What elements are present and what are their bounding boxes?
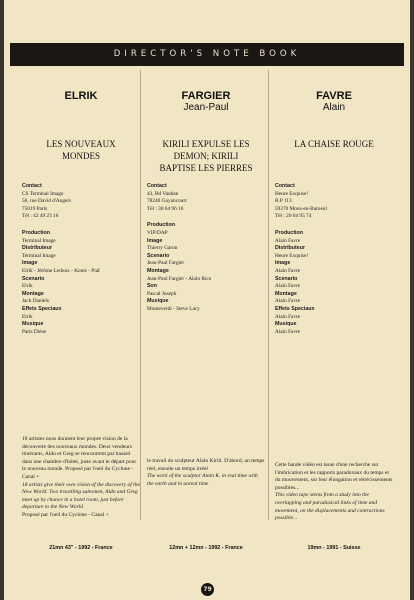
credit-value: Pascal Joseph xyxy=(147,290,177,297)
credit-value: Jean-Paul Fargier xyxy=(147,260,185,267)
credit-label: Musique xyxy=(147,298,169,305)
section-header: DIRECTOR'S NOTE BOOK xyxy=(10,43,404,66)
credit-value: Paris Dièse xyxy=(22,328,46,335)
catalogue-page xyxy=(4,0,410,600)
film-description xyxy=(147,458,265,488)
contact-line: B.P 113 xyxy=(275,198,292,205)
credits-block xyxy=(147,183,265,314)
credit-value: Jack Daniels xyxy=(22,298,49,305)
credit-value: Elrik xyxy=(22,313,33,320)
film-duration-year-country: 12mn + 12mn - 1992 - France xyxy=(169,545,243,551)
credit-label: Scenario xyxy=(22,275,45,282)
spacer xyxy=(147,213,265,222)
credit-value: Alain Favre xyxy=(275,313,301,320)
director-entry-elrik xyxy=(22,70,140,590)
credit-label: Image xyxy=(147,237,163,244)
description-french: Cette bande vidéo est issue d'une recherche sur l'imbrication et les rapports paradoxaux du temps et du mouvement, sur leur élongation et rétrécissements possibles... xyxy=(275,462,393,491)
film-duration-year-country: 21mn 43" - 1992 - France xyxy=(49,545,113,551)
contact-line: Tél : 42 49 23 16 xyxy=(22,213,59,220)
credit-value: Alain Favre xyxy=(275,328,301,335)
film-description xyxy=(22,436,140,520)
contact-line: 75019 Paris xyxy=(22,205,48,212)
contact-line: 56, rue David d'Angers xyxy=(22,198,72,205)
credit-label: Musique xyxy=(22,321,44,328)
description-english: This video tape stems from a study into the overlapping and paradoxical links of time and movement, on the displacements and contractions possible... xyxy=(275,492,385,522)
credit-label: Image xyxy=(22,260,38,267)
description-english: The work of the sculptor Alain K. in real time with the earth and in unreal time xyxy=(147,473,258,487)
credit-label: Image xyxy=(275,260,291,267)
film-title-line: LES NOUVEAUX xyxy=(46,139,116,149)
director-last-name: FARGIER xyxy=(181,90,231,102)
film-title xyxy=(275,138,393,150)
film-title xyxy=(22,138,140,162)
description-french: le travail du sculpteur Alain Kirili. D'abord, un temps réel, ensuite un temps irréel xyxy=(147,458,265,472)
director-entry-favre xyxy=(275,70,393,590)
contact-line: Tél : 20 04 95 74 xyxy=(275,213,312,220)
film-title-line: KIRILI EXPULSE LES xyxy=(162,139,250,149)
credit-value: VIP/DAP xyxy=(147,229,168,236)
credit-value: Elrik - Jérôme Ledoux - Kouts - Piaf xyxy=(22,267,100,274)
credit-value: Jean-Paul Fargier - Alain Rico xyxy=(147,275,212,282)
contact-line: 59370 Mons-en-Baroeul xyxy=(275,205,327,212)
description-english: 18 artists give their own vision of the discovery of the New World. Two travelling salesmen, Aldo and Greg meet up by chance in a hotel room, just before departure to the New World xyxy=(22,481,140,511)
credit-label: Scenario xyxy=(147,252,170,259)
credit-value: Heure Exquise! xyxy=(275,252,309,259)
credit-value: Terminal Image xyxy=(22,237,56,244)
description-french: 18 artistes nous donnent leur propre vision de la découverte des nouveaux mondes. Deux vendeurs itinérants, Aldo et Greg se rencontrent par hasard dans une chambre d'hôtel, juste avant le départ pour le nouveau monde. Proposé par l'oeil du Cyclone - Canal + xyxy=(22,436,137,480)
credit-label: Musique xyxy=(275,321,297,328)
film-title-line: DEMON; KIRILI xyxy=(173,151,239,161)
page-number: 79 xyxy=(201,583,214,596)
column-divider xyxy=(268,70,269,520)
contact-line: 78240 Guyancourt xyxy=(147,198,187,205)
credit-value: Alain Favre xyxy=(275,283,301,290)
contact-label: Contact xyxy=(275,183,295,189)
credit-value: Terminal Image xyxy=(22,252,56,259)
spacer xyxy=(275,221,393,230)
credit-label: Effets Speciaux xyxy=(22,305,62,312)
credit-label: Production xyxy=(275,229,303,236)
credit-label: Production xyxy=(147,222,175,229)
film-title-line: MONDES xyxy=(61,151,100,161)
film-description xyxy=(275,462,393,523)
credit-value: Alain Favre xyxy=(275,267,301,274)
contact-line: CS Terminal Image xyxy=(22,190,64,197)
credits-block xyxy=(22,183,140,336)
credit-value: Elrik xyxy=(22,283,33,290)
director-last-name: FAVRE xyxy=(316,90,352,102)
credit-value: Alain Favre xyxy=(275,237,301,244)
credit-label: Effets Speciaux xyxy=(275,305,315,312)
film-title-line: LA CHAISE ROUGE xyxy=(294,139,374,149)
credit-label: Scenario xyxy=(275,275,298,282)
film-title-line: BAPTISE LES PIERRES xyxy=(159,163,253,173)
credit-value: Alain Favre xyxy=(275,298,301,305)
contact-label: Contact xyxy=(22,183,42,189)
credit-value: Monteverdi - Steve Lacy xyxy=(147,305,200,312)
contact-line: 43, Bd Vauban xyxy=(147,190,179,197)
credit-label: Distributeur xyxy=(275,245,306,252)
director-last-name: ELRIK xyxy=(64,90,98,102)
film-duration-year-country: 19mn - 1991 - Suisse xyxy=(307,545,361,551)
film-title xyxy=(147,138,265,174)
credit-label: Montage xyxy=(147,267,169,274)
contact-line: Tél : 30 64 96 16 xyxy=(147,205,184,212)
credit-label: Distributeur xyxy=(22,245,53,252)
contact-line: Heure Exquise! xyxy=(275,190,309,197)
credits-block xyxy=(275,183,393,336)
spacer xyxy=(22,221,140,230)
credit-label: Son xyxy=(147,283,158,290)
column-divider xyxy=(140,70,141,520)
credit-label: Montage xyxy=(275,290,297,297)
credit-label: Production xyxy=(22,229,50,236)
director-entry-fargier xyxy=(147,70,265,590)
director-first-name: Jean-Paul xyxy=(183,102,229,113)
credit-label: Montage xyxy=(22,290,44,297)
director-first-name: Alain xyxy=(322,102,346,113)
contact-label: Contact xyxy=(147,183,167,189)
description-french: Proposé par l'oeil du Cyclone - Canal + xyxy=(22,511,109,518)
credit-value: Thierry Garon xyxy=(147,245,178,252)
